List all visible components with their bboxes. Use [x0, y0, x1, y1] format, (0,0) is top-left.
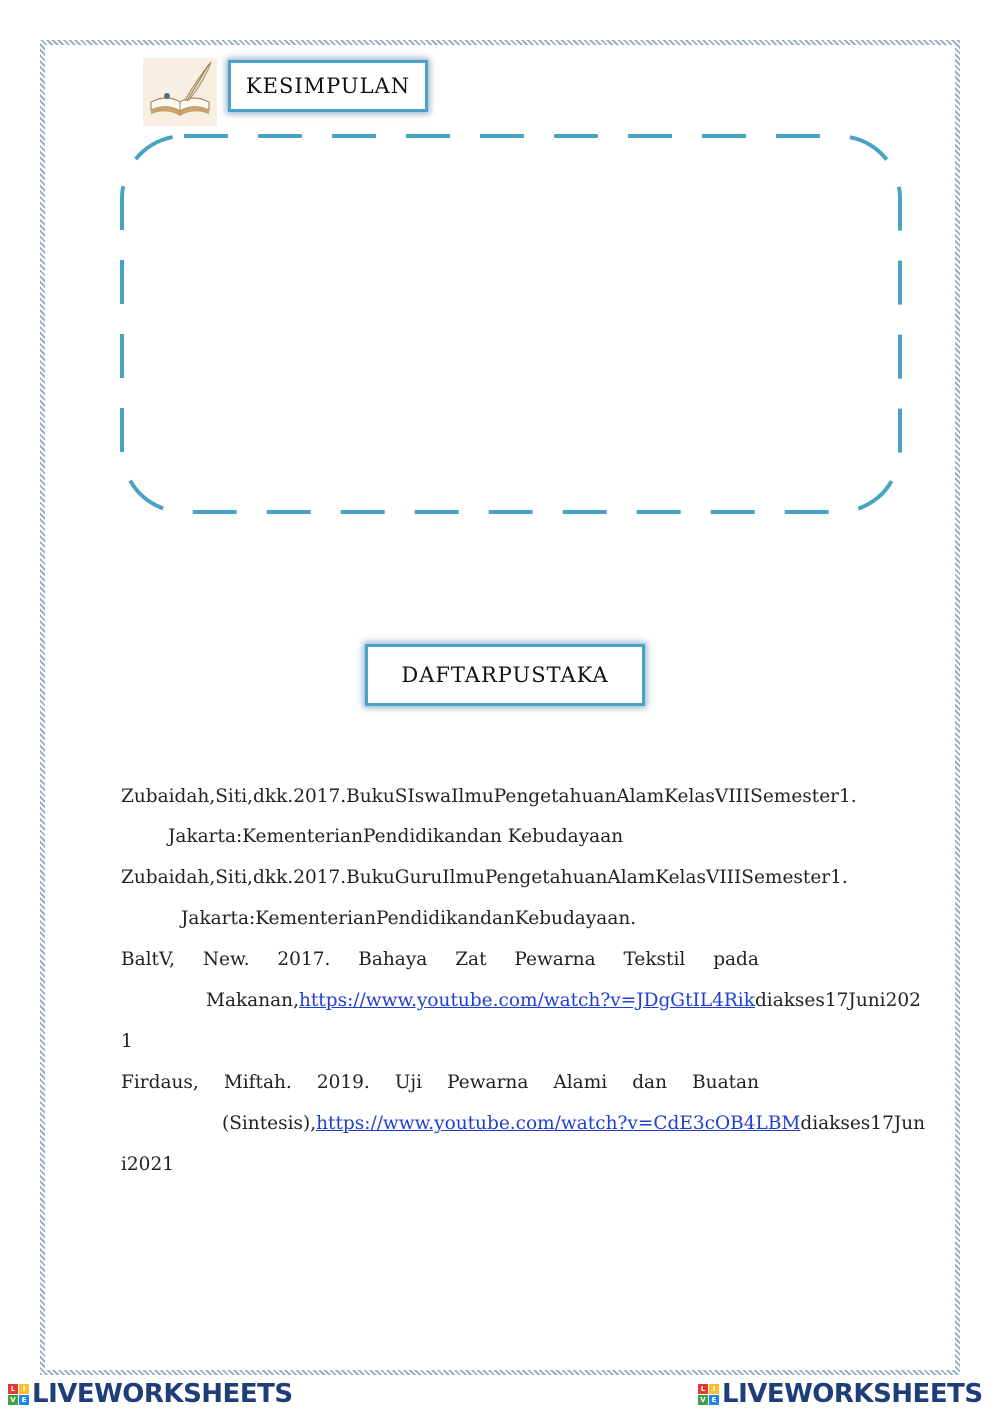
reference-4-link[interactable]: https://www.youtube.com/watch?v=CdE3cOB4LBM: [316, 1113, 801, 1134]
reference-3-word: Zat: [455, 949, 487, 970]
reference-4-word: Pewarna: [447, 1072, 529, 1093]
reference-4-word: Firdaus,: [121, 1072, 199, 1093]
reference-3-link[interactable]: https://www.youtube.com/watch?v=JDgGtIL4Rik: [298, 990, 755, 1011]
reference-3-word: New.: [202, 949, 250, 970]
reference-3-word: Pewarna: [514, 949, 596, 970]
reference-3-word: pada: [713, 949, 759, 970]
reference-4-word: Buatan: [692, 1072, 759, 1093]
book-quill-icon: [143, 58, 217, 126]
reference-4-line-2: [222, 1113, 925, 1134]
kesimpulan-heading: KESIMPULAN: [228, 60, 428, 112]
reference-4-word: 2019.: [316, 1072, 370, 1093]
reference-3-word: Bahaya: [358, 949, 428, 970]
reference-3-word: Tekstil: [623, 949, 686, 970]
reference-3-word: BaltV,: [121, 949, 175, 970]
reference-3-line-1: [121, 949, 759, 970]
conclusion-answer-box[interactable]: [118, 132, 908, 522]
reference-4-word: dan: [632, 1072, 668, 1093]
liveworksheets-logo-text: LIVEWORKSHEETS: [32, 1379, 293, 1409]
reference-4-suffix: diakses17Jun: [800, 1113, 926, 1134]
reference-3-prefix: Makanan,: [206, 990, 299, 1011]
reference-3-line-3: 1: [121, 1031, 133, 1052]
reference-4-word: Miftah.: [223, 1072, 292, 1093]
liveworksheets-logo-left: [8, 1380, 293, 1408]
liveworksheets-logo-text: LIVEWORKSHEETS: [722, 1379, 983, 1409]
reference-1-line-1: Zubaidah,Siti,dkk.2017.BukuSIswaIlmuPengetahuanAlamKelasVIIISemester1.: [121, 786, 857, 807]
reference-4-line-3: i2021: [121, 1154, 174, 1175]
liveworksheets-logo-right: [698, 1380, 983, 1408]
reference-4-word: Alami: [553, 1072, 608, 1093]
reference-3-word: 2017.: [277, 949, 331, 970]
reference-4-prefix: (Sintesis),: [222, 1113, 317, 1134]
reference-2-line-2: Jakarta:KementerianPendidikandanKebudayaan.: [181, 908, 637, 929]
liveworksheets-badge-icon: L I V E: [8, 1384, 29, 1405]
reference-4-line-1: [121, 1072, 759, 1093]
reference-3-suffix: diakses17Juni202: [754, 990, 921, 1011]
daftar-pustaka-heading: DAFTARPUSTAKA: [365, 644, 645, 706]
reference-2-line-1: Zubaidah,Siti,dkk.2017.BukuGuruIlmuPengetahuanAlamKelasVIIISemester1.: [121, 867, 848, 888]
reference-4-word: Uji: [394, 1072, 423, 1093]
reference-1-line-2: Jakarta:KementerianPendidikandan Kebudayaan: [168, 826, 624, 847]
reference-3-line-2: [206, 990, 921, 1011]
liveworksheets-badge-icon: L I V E: [698, 1384, 719, 1405]
